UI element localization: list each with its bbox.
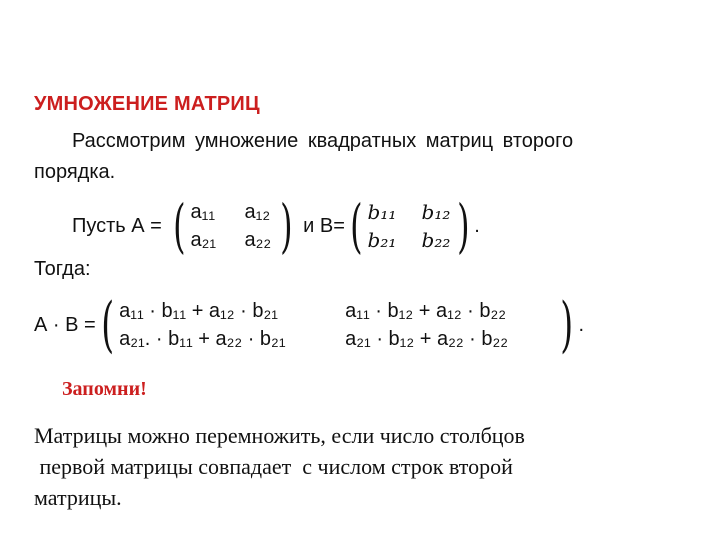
right-paren: ) — [560, 290, 574, 360]
product-cell: a₂₁ · b₁₂ + a₂₂ · b₂₂ — [345, 328, 509, 350]
matrix-a-cell: a₁₂ — [244, 201, 271, 223]
intro-line-2: порядка. — [34, 161, 116, 183]
matrix-b-cell: b₁₂ — [421, 200, 451, 224]
let-prefix: Пусть А = — [72, 214, 162, 237]
product-matrix — [119, 299, 555, 351]
page-title: УМНОЖЕНИЕ МАТРИЦ — [34, 93, 260, 115]
right-paren: ) — [279, 192, 293, 260]
matrix-b-cell: b₁₁ — [367, 200, 397, 224]
matrix-a-cell: a₁₁ — [190, 201, 216, 223]
matrix-a-cell: a₂₁ — [190, 229, 217, 251]
matrix-a-cell: a₂₂ — [244, 229, 272, 251]
then-label: Тогда: — [34, 258, 91, 280]
right-paren: ) — [456, 192, 470, 260]
product-cell: a₂₁. · b₁₁ + a₂₂ · b₂₁ — [119, 328, 286, 350]
product-lhs: А · В = — [34, 313, 96, 336]
left-paren: ( — [100, 290, 114, 360]
remember-heading: Запомни! — [62, 378, 147, 400]
product-end: . — [578, 313, 585, 336]
matrix-b-cell: b₂₁ — [367, 228, 397, 252]
let-end: . — [474, 214, 480, 237]
left-paren: ( — [350, 192, 363, 260]
product-equation — [34, 290, 585, 360]
matrix-b — [368, 200, 452, 252]
matrix-b-cell: b₂₂ — [421, 228, 451, 252]
product-cell: a₁₁ · b₁₂ + a₁₂ · b₂₂ — [345, 300, 507, 322]
matrix-a — [191, 200, 275, 252]
and-b-label: и В= — [303, 214, 345, 237]
rule-text: Матрицы можно перемножить, если число столбцов первой матрицы совпадает с числом строк второй матрицы. — [34, 423, 525, 510]
intro-line-1: Рассмотрим умножение квадратных матриц второго — [72, 130, 574, 152]
let-statement — [72, 192, 480, 260]
left-paren: ( — [172, 192, 186, 260]
product-cell: a₁₁ · b₁₁ + a₁₂ · b₂₁ — [119, 300, 278, 322]
